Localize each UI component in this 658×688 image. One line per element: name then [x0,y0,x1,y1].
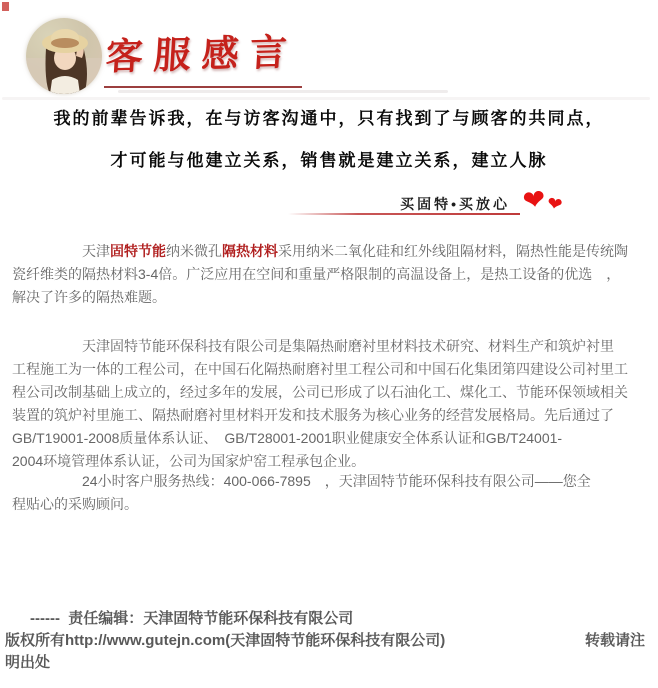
paragraph-line: 程贴心的采购顾问。 [12,496,138,512]
woman-portrait-photo [26,18,102,94]
paragraph-line: 解决了许多的隔热难题。 [12,289,166,305]
copyright-text: 版权所有http://www.gutejn.com(天津固特节能环保科技有限公司) [5,632,446,649]
paragraph-line: 天津固特节能环保科技有限公司是集隔热耐磨衬里材料技术研究、材料生产和筑炉衬里 [82,338,614,354]
paragraph-line: 装置的筑炉衬里施工、隔热耐磨衬里材料开发和技术服务为核心业务的经营发展格局。先后通过了 [12,407,614,423]
brand-slogan: 买固特•买放心 [400,196,510,212]
statement-line-1: 我的前辈告诉我，在与访客沟通中，只有找到了与顾客的共同点， [53,109,605,128]
paragraph-line: 24小时客户服务热线：400-066-7895 ，天津固特节能环保科技有限公司——您全 [82,473,591,489]
company-paragraph [12,335,652,473]
paragraph-line: 瓷纤维类的隔热材料3-4倍。广泛应用在空间和重量严格限制的高温设备上，是热工设备的优选 ， [12,266,621,282]
faint-watermark-line [118,90,448,93]
faint-watermark-line [2,97,650,100]
brand-keyword: 固特节能 [110,243,166,259]
paragraph-line: 工程施工为一体的工程公司，在中国石化隔热耐磨衬里工程公司和中国石化集团第四建设公司衬里工 [12,361,628,377]
title-underline [104,86,302,88]
avatar [26,18,102,94]
statement-line-2: 才可能与他建立关系，销售就是建立关系，建立人脉 [110,151,548,170]
corner-mark [2,2,9,11]
paragraph-line [12,240,652,263]
text-segment: 天津 [82,243,110,259]
page-title: 客服感言 [104,29,300,79]
paragraph-line: 2004环境管理体系认证，公司为国家炉窑工程承包企业。 [12,453,366,469]
slogan-underline [288,213,520,215]
heart-icon: ❤ [545,192,564,217]
reprint-notice-continued: 明出处 [5,654,51,671]
product-keyword: 隔热材料 [222,243,278,259]
reprint-notice: 转载请注 [585,632,646,649]
paragraph-line: GB/T19001-2008质量体系认证、 GB/T28001-2001职业健康安全体系认证和GB/T24001- [12,430,563,446]
paragraph-line: 程公司改制基础上成立的，经过多年的发展，公司已形成了以石油化工、煤化工、节能环保领域相关 [12,384,628,400]
intro-paragraph [12,240,652,309]
editor-credit: ------ 责任编辑：天津固特节能环保科技有限公司 [30,610,354,627]
text-segment: 采用纳米二氧化硅和红外线阻隔材料，隔热性能是传统陶 [278,243,628,259]
hotline-paragraph [12,470,652,516]
heart-icon: ❤ [520,183,548,218]
text-segment: 纳米微孔 [166,243,222,259]
